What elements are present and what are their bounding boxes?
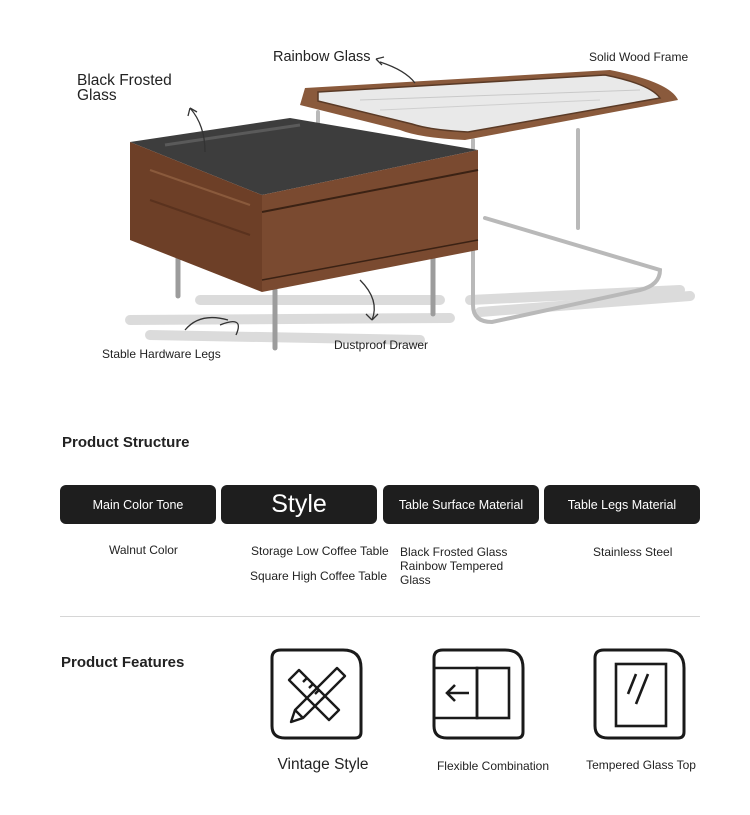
pencil-ruler-icon	[269, 646, 363, 740]
slide-in-arrow-icon	[431, 646, 525, 740]
product-structure-title: Product Structure	[62, 434, 190, 451]
spec-header-style	[221, 485, 377, 524]
callout-black-frosted-glass-line1: Black Frosted	[77, 72, 172, 89]
spec-header-main-color-tone	[60, 485, 216, 524]
spec-header-label: Main Color Tone	[92, 497, 184, 512]
spec-header-label: Style	[271, 490, 327, 518]
spec-value-surface	[400, 545, 507, 587]
spec-value-black-frosted: Black Frosted Glass	[400, 545, 508, 559]
callout-solid-wood-frame: Solid Wood Frame	[589, 50, 689, 64]
section-divider	[60, 616, 700, 617]
feature-label-flexible-combination: Flexible Combination	[436, 759, 550, 773]
callout-stable-hardware-legs: Stable Hardware Legs	[102, 347, 221, 361]
spec-value-storage-low: Storage Low Coffee Table	[251, 544, 389, 558]
spec-value-glass: Glass	[400, 573, 431, 587]
callout-black-frosted-glass-line2: Glass	[77, 87, 117, 104]
spec-value-stainless-steel: Stainless Steel	[593, 545, 673, 559]
glass-panel-icon	[592, 646, 686, 740]
product-features-title: Product Features	[61, 654, 185, 671]
spec-value-square-high: Square High Coffee Table	[250, 569, 387, 583]
spec-header-label: Table Surface Material	[398, 497, 524, 512]
callout-rainbow-glass: Rainbow Glass	[273, 49, 371, 65]
callout-dustproof-drawer: Dustproof Drawer	[334, 338, 429, 352]
callout-black-frosted-glass	[77, 73, 172, 103]
feature-label-vintage-style: Vintage Style	[277, 756, 369, 773]
spec-header-table-surface-material	[383, 485, 539, 524]
spec-value-rainbow-tempered: Rainbow Tempered	[400, 559, 504, 573]
spec-header-label: Table Legs Material	[567, 497, 677, 512]
spec-value-walnut-color: Walnut Color	[109, 543, 178, 557]
feature-label-tempered-glass-top: Tempered Glass Top	[586, 758, 696, 772]
spec-header-table-legs-material	[544, 485, 700, 524]
